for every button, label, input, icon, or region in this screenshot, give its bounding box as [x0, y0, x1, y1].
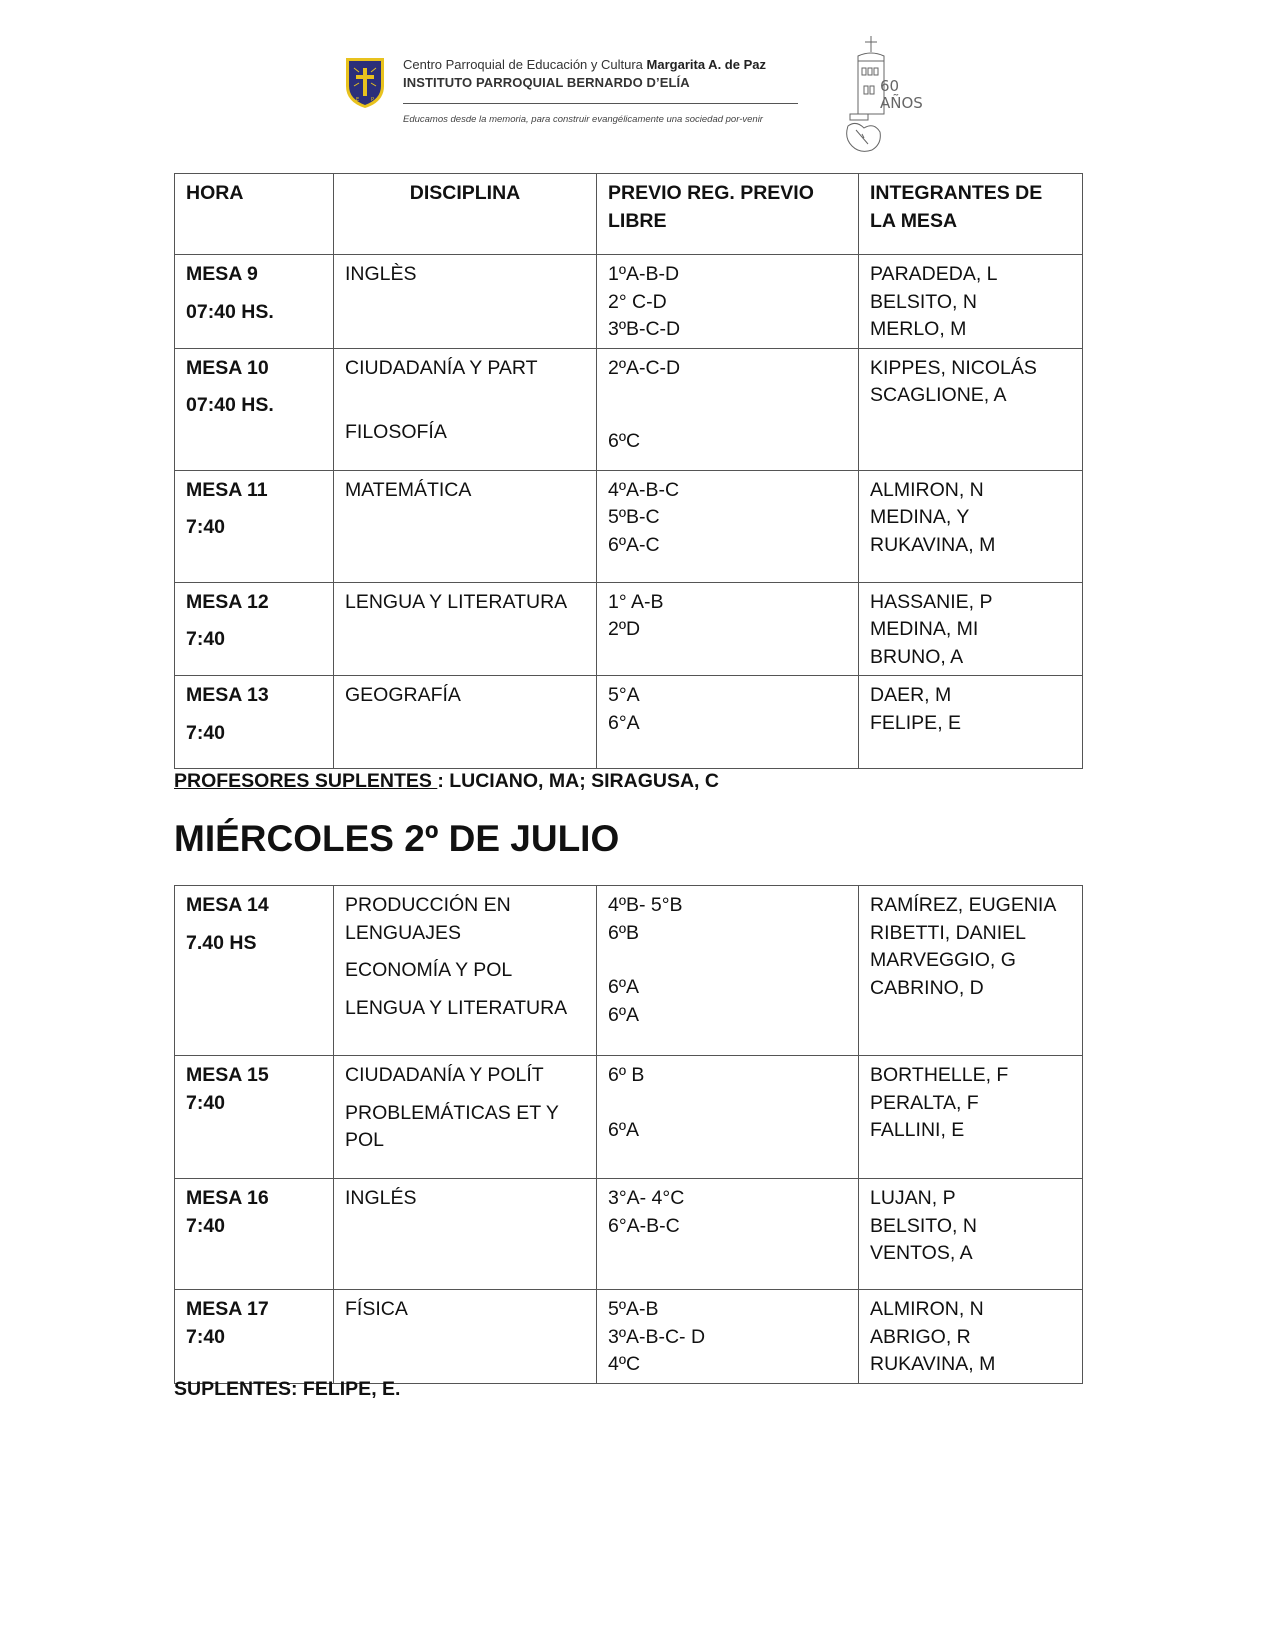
substitutes-value: : LUCIANO, MA; SIRAGUSA, C — [437, 770, 719, 792]
disciplina-cell — [334, 582, 597, 676]
disciplina: CIUDADANÍA Y PART — [345, 356, 538, 379]
integrantes-cell — [859, 886, 1083, 1056]
day-heading: MIÉRCOLES 2º DE JULIO — [174, 818, 620, 859]
integrante: CABRINO, D — [870, 976, 984, 999]
integrantes-cell — [859, 470, 1083, 582]
cursos-cell — [597, 676, 859, 769]
disciplina-cell — [334, 1056, 597, 1179]
integrante: RUKAVINA, M — [870, 533, 996, 556]
mesa-time: 7.40 HS — [186, 931, 257, 954]
mesa-cell — [175, 676, 334, 769]
mesa-time: 7:40 — [186, 1091, 226, 1114]
curso: 3°A- 4°C — [608, 1187, 685, 1209]
integrante: LUJAN, P — [870, 1187, 956, 1209]
integrante: MERLO, M — [870, 318, 967, 340]
mesa-number: MESA 10 — [186, 356, 269, 379]
integrante: ABRIGO, R — [870, 1325, 971, 1348]
table-row — [175, 1056, 1083, 1179]
disciplina: POL — [345, 1129, 385, 1151]
curso: 4ºA-B-C — [608, 478, 680, 501]
integrantes-cell — [859, 255, 1083, 349]
mesa-number: MESA 14 — [186, 894, 269, 916]
integrante: SCAGLIONE, A — [870, 384, 1007, 406]
institute-name: INSTITUTO PARROQUIAL BERNARDO D’ELÍA — [403, 75, 690, 90]
cursos-cell — [597, 1056, 859, 1179]
integrantes-cell — [859, 582, 1083, 676]
curso: 6ºA — [608, 1003, 639, 1026]
disciplina: INGLÉS — [345, 1187, 417, 1209]
curso: 2ºA-C-D — [608, 356, 681, 379]
integrantes-cell — [859, 348, 1083, 470]
integrante: HASSANIE, P — [870, 590, 993, 613]
disciplina-cell — [334, 348, 597, 470]
mesa-number: MESA 9 — [186, 263, 258, 285]
mesa-time: 7:40 — [186, 721, 226, 744]
integrantes-cell — [859, 1056, 1083, 1179]
integrante: FELIPE, E — [870, 711, 962, 734]
integrante: PERALTA, F — [870, 1091, 979, 1114]
curso: 6ºC — [608, 430, 641, 452]
disciplina: ECONOMÍA Y POL — [345, 959, 513, 981]
curso: 6°A — [608, 711, 640, 734]
mesa-time: 07:40 HS. — [186, 300, 274, 323]
mesa-number: MESA 15 — [186, 1064, 269, 1086]
curso: 6ºA-C — [608, 533, 660, 556]
mesa-number: MESA 12 — [186, 590, 269, 613]
disciplina-cell — [334, 676, 597, 769]
mesa-time: 7:40 — [186, 1325, 226, 1348]
curso: 6ºB — [608, 921, 639, 944]
exam-schedule-table-2 — [174, 885, 1083, 1384]
table-row — [175, 886, 1083, 1056]
integrante: FALLINI, E — [870, 1119, 965, 1141]
mesa-time: 7:40 — [186, 1214, 226, 1237]
curso: 5ºB-C — [608, 506, 660, 528]
svg-text:P: P — [371, 97, 375, 103]
institution-name: Centro Parroquial de Educación y Cultura Margarita A. de Paz — [403, 57, 766, 72]
integrante: ALMIRON, N — [870, 478, 984, 501]
table-row — [175, 582, 1083, 676]
curso: 5ºA-B — [608, 1298, 659, 1320]
substitute-teachers-note — [174, 770, 719, 793]
svg-text:E: E — [356, 97, 360, 103]
curso: 2ºD — [608, 618, 641, 640]
integrante: BRUNO, A — [870, 645, 964, 668]
cursos-cell — [597, 470, 859, 582]
integrantes-cell — [859, 676, 1083, 769]
header-divider — [403, 103, 798, 104]
curso: 6ºA — [608, 1118, 639, 1141]
cursos-cell — [597, 582, 859, 676]
mesa-time: 7:40 — [186, 628, 226, 650]
table-row — [175, 348, 1083, 470]
curso: 6ºA — [608, 976, 639, 998]
disciplina: LENGUAJES — [345, 921, 461, 944]
cursos-cell — [597, 886, 859, 1056]
disciplina: MATEMÁTICA — [345, 478, 472, 501]
table-row — [175, 1290, 1083, 1384]
table-row — [175, 1179, 1083, 1290]
curso: 5°A — [608, 684, 640, 706]
disciplina: INGLÈS — [345, 263, 417, 285]
motto: Educamos desde la memoria, para construir evangélicamente una sociedad por-venir — [403, 114, 763, 125]
integrante: MEDINA, Y — [870, 506, 970, 528]
curso: 4ºC — [608, 1353, 641, 1375]
mesa-number: MESA 11 — [186, 478, 268, 501]
header-previo: PREVIO REG. PREVIO LIBRE — [597, 174, 859, 255]
table-row — [175, 470, 1083, 582]
integrante: MARVEGGIO, G — [870, 949, 1016, 971]
curso: 6º B — [608, 1064, 645, 1086]
table-row — [175, 676, 1083, 769]
mesa-cell — [175, 470, 334, 582]
mesa-cell — [175, 348, 334, 470]
header-integrantes: INTEGRANTES DE LA MESA — [859, 174, 1083, 255]
curso: 4ºB- 5°B — [608, 894, 683, 916]
mesa-cell — [175, 255, 334, 349]
letterhead — [0, 0, 1275, 170]
substitutes-note: SUPLENTES: FELIPE, E. — [174, 1378, 401, 1400]
disciplina-cell — [334, 1290, 597, 1384]
exam-schedule-table-1 — [174, 173, 1083, 769]
integrante: ALMIRON, N — [870, 1298, 984, 1320]
integrante: KIPPES, NICOLÁS — [870, 356, 1037, 379]
header-hora: HORA — [175, 174, 334, 255]
curso: 1° A-B — [608, 590, 664, 613]
disciplina: PRODUCCIÓN EN — [345, 894, 511, 916]
disciplina: LENGUA Y LITERATURA — [345, 996, 568, 1019]
table-header-row — [175, 174, 1083, 255]
integrantes-cell — [859, 1179, 1083, 1290]
integrante: PARADEDA, L — [870, 263, 998, 285]
mesa-number: MESA 17 — [186, 1298, 269, 1320]
cursos-cell — [597, 1290, 859, 1384]
integrante: RIBETTI, DANIEL — [870, 921, 1027, 944]
disciplina: FÍSICA — [345, 1298, 408, 1320]
mesa-time: 7:40 — [186, 516, 226, 538]
integrante: VENTOS, A — [870, 1242, 973, 1264]
integrante: BORTHELLE, F — [870, 1064, 1009, 1086]
disciplina-cell — [334, 255, 597, 349]
anniversary-60-years-text: 60 AÑOS — [880, 77, 923, 112]
disciplina: LENGUA Y LITERATURA — [345, 590, 568, 613]
disciplina: PROBLEMÁTICAS ET Y — [345, 1101, 559, 1124]
mesa-cell — [175, 1056, 334, 1179]
cursos-cell — [597, 255, 859, 349]
cursos-cell — [597, 348, 859, 470]
curso: 6°A-B-C — [608, 1214, 680, 1237]
integrante: BELSITO, N — [870, 290, 977, 313]
disciplina: GEOGRAFÍA — [345, 684, 461, 706]
disciplina-cell — [334, 470, 597, 582]
mesa-time: 07:40 HS. — [186, 394, 274, 416]
curso: 3ºA-B-C- D — [608, 1325, 706, 1348]
mesa-number: MESA 16 — [186, 1187, 269, 1209]
disciplina: CIUDADANÍA Y POLÍT — [345, 1064, 544, 1086]
integrante: MEDINA, MI — [870, 618, 979, 640]
curso: 2° C-D — [608, 290, 667, 313]
curso: 3ºB-C-D — [608, 318, 681, 340]
header-disciplina: DISCIPLINA — [334, 174, 597, 255]
disciplina-cell — [334, 1179, 597, 1290]
integrante: RAMÍREZ, EUGENIA — [870, 894, 1057, 916]
mesa-cell — [175, 1290, 334, 1384]
school-shield-logo — [344, 56, 386, 110]
mesa-cell — [175, 1179, 334, 1290]
disciplina-cell — [334, 886, 597, 1056]
integrante: BELSITO, N — [870, 1214, 977, 1237]
mesa-cell — [175, 582, 334, 676]
disciplina: FILOSOFÍA — [345, 421, 447, 443]
integrante: DAER, M — [870, 684, 952, 706]
integrantes-cell — [859, 1290, 1083, 1384]
mesa-number: MESA 13 — [186, 684, 269, 706]
table-row — [175, 255, 1083, 349]
integrante: RUKAVINA, M — [870, 1353, 996, 1375]
cursos-cell — [597, 1179, 859, 1290]
substitutes-label: PROFESORES SUPLENTES — [174, 770, 438, 792]
mesa-cell — [175, 886, 334, 1056]
curso: 1ºA-B-D — [608, 263, 680, 285]
